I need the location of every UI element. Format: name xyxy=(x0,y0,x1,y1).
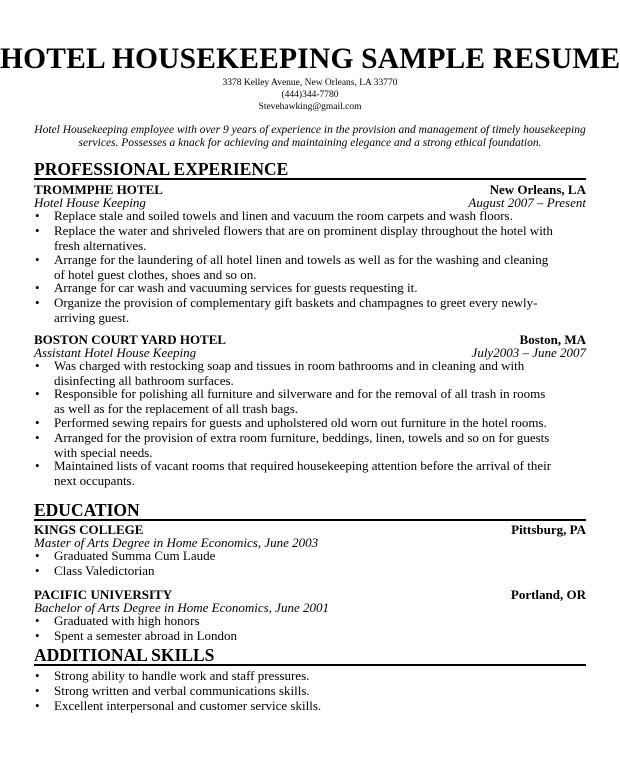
list-item xyxy=(35,415,574,431)
section-heading-experience: PROFESSIONAL EXPERIENCE xyxy=(34,160,586,180)
list-item xyxy=(35,613,554,629)
employer-location: Boston, MA xyxy=(519,332,586,347)
list-item xyxy=(35,548,554,564)
bullet-text: Spent a semester abroad in London xyxy=(54,628,238,643)
bullet-icon: • xyxy=(35,295,40,310)
bullet-icon: • xyxy=(35,430,40,445)
bullet-text: Responsible for polishing all furniture and silverware and for the removal of all trash in rooms as well as for the replacement of all trash bags. xyxy=(54,386,546,416)
bullet-text: Graduated with high honors xyxy=(54,613,200,628)
role-dates: July2003 – June 2007 xyxy=(471,345,586,360)
list-item xyxy=(35,458,554,488)
bullet-text: Graduated Summa Cum Laude xyxy=(54,548,216,563)
school-label: PACIFIC UNIVERSITY xyxy=(34,587,173,602)
role-title: Assistant Hotel House Keeping xyxy=(34,345,197,360)
bullet-icon: • xyxy=(35,613,40,628)
resume-title: HOTEL HOUSEKEEPING SAMPLE RESUME xyxy=(0,43,620,75)
contact-email: Stevehawking@gmail.com xyxy=(258,102,362,112)
bullet-text: Organize the provision of complementary gift baskets and champagnes to greet every newly-arriving guest. xyxy=(54,295,538,325)
bullet-text: Maintained lists of vacant rooms that required housekeeping attention before the arrival of their next occupants. xyxy=(54,458,552,488)
list-item xyxy=(35,668,554,684)
bullet-icon: • xyxy=(35,386,40,401)
school-location: Portland, OR xyxy=(510,587,586,602)
section-heading-skills: ADDITIONAL SKILLS xyxy=(34,646,586,666)
bullet-text: Replace stale and soiled towels and linen and vacuum the room carpets and wash floors. xyxy=(54,208,513,223)
degree: Master of Arts Degree in Home Economics, June 2003 xyxy=(34,535,319,550)
bullet-icon: • xyxy=(35,280,40,295)
bullet-icon: • xyxy=(35,415,40,430)
summary-line: services. Possesses a knack for achieving and maintaining elegance and a strong ethical foundation. xyxy=(78,137,542,149)
bullet-icon: • xyxy=(35,628,40,643)
list-item xyxy=(35,208,554,224)
section-heading-education: EDUCATION xyxy=(34,501,586,521)
contact-phone: (444)344-7780 xyxy=(281,90,339,100)
bullet-text: Arrange for car wash and vacuuming services for guests requesting it. xyxy=(54,280,418,295)
bullet-icon: • xyxy=(35,208,40,223)
bullet-icon: • xyxy=(35,223,40,238)
bullet-icon: • xyxy=(35,698,40,713)
bullet-icon: • xyxy=(35,683,40,698)
bullet-icon: • xyxy=(35,563,40,578)
bullet-text: Strong ability to handle work and staff pressures. xyxy=(54,668,310,683)
bullet-icon: • xyxy=(35,548,40,563)
school-location: Pittsburg, PA xyxy=(511,522,586,537)
role-title: Hotel House Keeping xyxy=(34,195,146,210)
bullet-text: Strong written and verbal communications skills. xyxy=(54,683,310,698)
bullet-text: Was charged with restocking soap and tissues in room bathrooms and in cleaning and with disinfecting all bathroom surfaces. xyxy=(54,358,525,388)
bullet-icon: • xyxy=(35,458,40,473)
list-item xyxy=(35,563,554,579)
degree: Bachelor of Arts Degree in Home Economics, June 2001 xyxy=(34,600,329,615)
bullet-icon: • xyxy=(35,358,40,373)
bullet-text: Arranged for the provision of extra room furniture, beddings, linen, towels and so on for guests with special needs. xyxy=(54,430,550,460)
role-dates: August 2007 – Present xyxy=(468,195,586,210)
summary xyxy=(20,124,600,150)
bullet-text: Performed sewing repairs for guests and upholstered old worn out furniture in the hotel rooms. xyxy=(54,415,547,430)
bullet-text: Arrange for the laundering of all hotel linen and towels as well as for the washing and cleaning of hotel guest clothes, shoes and so on. xyxy=(54,252,549,282)
bullet-icon: • xyxy=(35,668,40,683)
employer-location: New Orleans, LA xyxy=(489,182,586,197)
employer-label: BOSTON COURT YARD HOTEL xyxy=(34,332,227,347)
bullet-icon: • xyxy=(35,252,40,267)
list-item xyxy=(35,358,554,388)
summary-line: Hotel Housekeeping employee with over 9 years of experience in the provision and management of timely housekeeping xyxy=(34,124,586,136)
list-item xyxy=(35,386,554,416)
list-item xyxy=(35,698,554,714)
bullet-text: Replace the water and shriveled flowers that are on prominent display throughout the hotel with fresh alternatives. xyxy=(54,223,553,253)
list-item xyxy=(35,280,554,296)
list-item xyxy=(35,430,554,460)
school-label: KINGS COLLEGE xyxy=(34,522,144,537)
list-item xyxy=(35,628,554,644)
bullet-text: Excellent interpersonal and customer service skills. xyxy=(54,698,322,713)
list-item xyxy=(35,683,554,699)
list-item xyxy=(35,295,554,325)
list-item xyxy=(35,252,554,282)
employer-label: TROMMPHE HOTEL xyxy=(34,182,163,197)
bullet-text: Class Valedictorian xyxy=(54,563,155,578)
list-item xyxy=(35,223,554,253)
contact-address: 3378 Kelley Avenue, New Orleans, LA 33770 xyxy=(222,78,398,88)
